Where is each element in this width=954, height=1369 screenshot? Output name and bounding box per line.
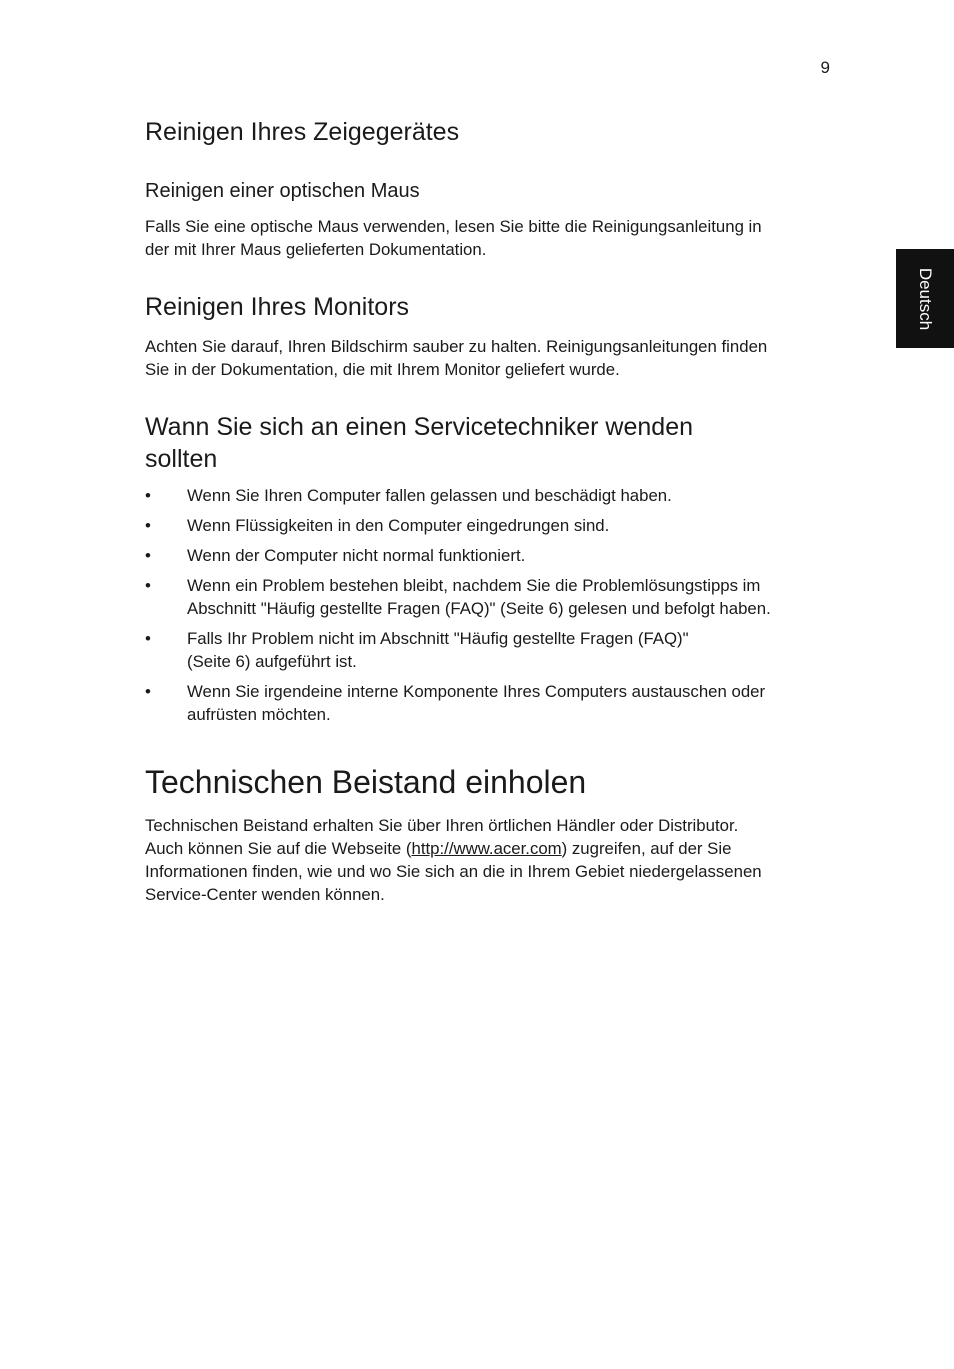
paragraph-technical-support: [145, 814, 835, 906]
list-item-text: Wenn ein Problem bestehen bleibt, nachdem Sie die Problemlösungstipps im: [187, 576, 761, 595]
list-item: [145, 544, 845, 567]
text-line: Service-Center wenden können.: [145, 885, 385, 904]
list-item-text: Falls Ihr Problem nicht im Abschnitt "Häufig gestellte Fragen (FAQ)": [187, 629, 689, 648]
paragraph-monitor: [145, 335, 835, 381]
page-number: 9: [820, 58, 830, 77]
heading-line: sollten: [145, 445, 218, 473]
text-line: Informationen finden, wie und wo Sie sich an die in Ihrem Gebiet niedergelassenen: [145, 862, 762, 881]
language-tab: [896, 249, 954, 348]
heading-clean-monitor: Reinigen Ihres Monitors: [145, 293, 410, 321]
text-line: Falls Sie eine optische Maus verwenden, lesen Sie bitte die Reinigungsanleitung in: [145, 217, 762, 236]
acer-website-link[interactable]: http://www.acer.com: [411, 839, 562, 858]
list-item-text: Abschnitt "Häufig gestellte Fragen (FAQ)" (Seite 6) gelesen und befolgt haben.: [187, 599, 771, 618]
text-line: Sie in der Dokumentation, die mit Ihrem Monitor geliefert wurde.: [145, 360, 620, 379]
heading-clean-pointer: Reinigen Ihres Zeigegerätes: [145, 118, 460, 146]
language-tab-label: Deutsch: [916, 267, 935, 330]
list-item: [145, 514, 845, 537]
bullet-icon: •: [145, 576, 151, 595]
heading-service-technician: [145, 411, 693, 475]
list-item-text: Wenn Sie irgendeine interne Komponente Ihres Computers austauschen oder: [187, 682, 766, 701]
service-reasons-list: [145, 484, 845, 733]
list-item-text: Wenn der Computer nicht normal funktioniert.: [187, 546, 526, 565]
text-line: [145, 837, 835, 860]
text-line: Technischen Beistand erhalten Sie über Ihren örtlichen Händler oder Distributor.: [145, 816, 739, 835]
heading-technical-support: Technischen Beistand einholen: [145, 764, 587, 800]
bullet-icon: •: [145, 516, 151, 535]
list-item: [145, 680, 845, 726]
list-item-text: aufrüsten möchten.: [187, 705, 331, 724]
list-item: [145, 574, 845, 620]
text-line: der mit Ihrer Maus gelieferten Dokumentation.: [145, 240, 487, 259]
list-item: [145, 627, 845, 673]
text-line: Achten Sie darauf, Ihren Bildschirm sauber zu halten. Reinigungsanleitungen finden: [145, 337, 768, 356]
list-item-text: (Seite 6) aufgeführt ist.: [187, 652, 357, 671]
bullet-icon: •: [145, 629, 151, 648]
paragraph-optical-mouse: [145, 215, 835, 261]
heading-line: Wann Sie sich an einen Servicetechniker wenden: [145, 413, 693, 441]
bullet-icon: •: [145, 546, 151, 565]
text-segment: ) zugreifen, auf der Sie: [561, 839, 732, 858]
bullet-icon: •: [145, 486, 151, 505]
text-segment: Auch können Sie auf die Webseite (: [145, 839, 412, 858]
subheading-optical-mouse: Reinigen einer optischen Maus: [145, 180, 420, 202]
bullet-icon: •: [145, 682, 151, 701]
list-item-text: Wenn Sie Ihren Computer fallen gelassen und beschädigt haben.: [187, 486, 672, 505]
list-item: [145, 484, 845, 507]
list-item-text: Wenn Flüssigkeiten in den Computer eingedrungen sind.: [187, 516, 610, 535]
